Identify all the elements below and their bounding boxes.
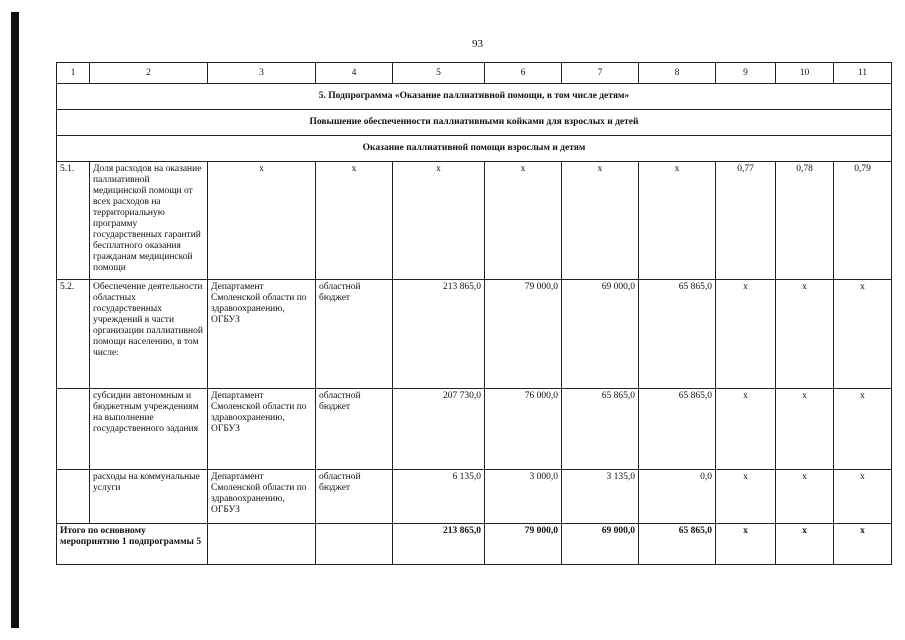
table-row: [57, 162, 892, 280]
subprogram-title: 5. Подпрограмма «Оказание паллиативной помощи, в том числе детям»: [57, 84, 892, 110]
row-number: [57, 470, 90, 524]
total-label: Итого по основному мероприятию 1 подпрограммы 5: [57, 524, 208, 565]
total-value: 69 000,0: [562, 524, 639, 565]
cell-value: x: [776, 280, 834, 389]
row-source: областной бюджет: [316, 389, 393, 470]
row-number: [57, 389, 90, 470]
row-executor: Департамент Смоленской области по здравоохранению, ОГБУЗ: [208, 470, 316, 524]
cell-value: x: [834, 280, 892, 389]
cell-value: x: [485, 162, 562, 280]
cell-value: 65 865,0: [639, 280, 716, 389]
total-value: x: [776, 524, 834, 565]
total-executor: [208, 524, 316, 565]
cell-value: 69 000,0: [562, 280, 639, 389]
column-number-row: [57, 63, 892, 84]
total-value: x: [716, 524, 776, 565]
cell-value: x: [834, 470, 892, 524]
page-number: 93: [472, 38, 483, 50]
cell-value: 213 865,0: [393, 280, 485, 389]
cell-value: x: [776, 389, 834, 470]
section-row: [57, 110, 892, 136]
row-source: областной бюджет: [316, 280, 393, 389]
column-header: 5: [393, 63, 485, 84]
cell-value: x: [776, 470, 834, 524]
row-source: областной бюджет: [316, 470, 393, 524]
cell-value: 76 000,0: [485, 389, 562, 470]
cell-value: 0,78: [776, 162, 834, 280]
row-executor: Департамент Смоленской области по здравоохранению, ОГБУЗ: [208, 280, 316, 389]
cell-value: 65 865,0: [562, 389, 639, 470]
column-header: 9: [716, 63, 776, 84]
table-row: [57, 389, 892, 470]
cell-value: 0,77: [716, 162, 776, 280]
column-header: 2: [90, 63, 208, 84]
cell-value: x: [393, 162, 485, 280]
cell-value: x: [562, 162, 639, 280]
row-number: 5.1.: [57, 162, 90, 280]
cell-value: x: [208, 162, 316, 280]
column-header: 8: [639, 63, 716, 84]
column-header: 3: [208, 63, 316, 84]
section-row: [57, 136, 892, 162]
row-name: субсидии автономным и бюджетным учреждениям на выполнение государственного задания: [90, 389, 208, 470]
cell-value: x: [716, 280, 776, 389]
total-value: 65 865,0: [639, 524, 716, 565]
table-row: [57, 470, 892, 524]
column-header: 1: [57, 63, 90, 84]
total-value: 213 865,0: [393, 524, 485, 565]
column-header: 6: [485, 63, 562, 84]
subprogram-table: [56, 62, 892, 565]
row-name: Обеспечение деятельности областных государственных учреждений в части организации паллиативной помощи населению, в том числе:: [90, 280, 208, 389]
section-row: [57, 84, 892, 110]
row-name: Доля расходов на оказание паллиативной медицинской помощи от всех расходов на территориальную программу государственных гарантий бесплатного оказания гражданам медицинской помощи: [90, 162, 208, 280]
cell-value: x: [716, 389, 776, 470]
total-source: [316, 524, 393, 565]
total-value: 79 000,0: [485, 524, 562, 565]
cell-value: 6 135,0: [393, 470, 485, 524]
cell-value: 3 000,0: [485, 470, 562, 524]
cell-value: x: [716, 470, 776, 524]
row-name: расходы на коммунальные услуги: [90, 470, 208, 524]
column-header: 7: [562, 63, 639, 84]
table-row: [57, 280, 892, 389]
cell-value: 65 865,0: [639, 389, 716, 470]
cell-value: 0,79: [834, 162, 892, 280]
cell-value: 79 000,0: [485, 280, 562, 389]
total-row: [57, 524, 892, 565]
cell-value: 207 730,0: [393, 389, 485, 470]
cell-value: 3 135,0: [562, 470, 639, 524]
goal-title: Повышение обеспеченности паллиативными койками для взрослых и детей: [57, 110, 892, 136]
cell-value: x: [316, 162, 393, 280]
row-executor: Департамент Смоленской области по здравоохранению, ОГБУЗ: [208, 389, 316, 470]
total-value: x: [834, 524, 892, 565]
page-edge-bar: [11, 12, 19, 628]
cell-value: x: [639, 162, 716, 280]
column-header: 11: [834, 63, 892, 84]
task-title: Оказание паллиативной помощи взрослым и детям: [57, 136, 892, 162]
row-number: 5.2.: [57, 280, 90, 389]
cell-value: 0,0: [639, 470, 716, 524]
cell-value: x: [834, 389, 892, 470]
column-header: 4: [316, 63, 393, 84]
column-header: 10: [776, 63, 834, 84]
